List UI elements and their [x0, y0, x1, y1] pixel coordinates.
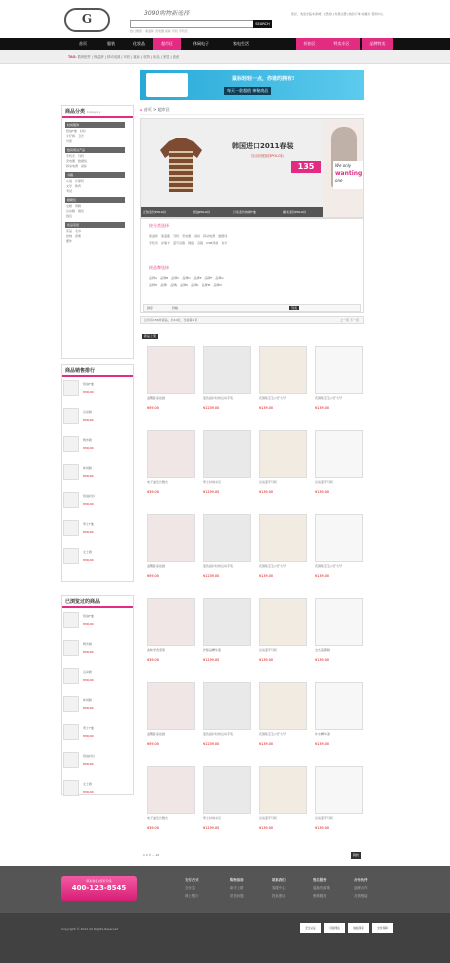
item-price: ¥39.00	[83, 558, 94, 562]
product-card[interactable]	[140, 682, 200, 762]
viewed-item[interactable]	[63, 694, 131, 720]
polo-shirt-image	[159, 137, 203, 195]
product-image[interactable]	[259, 682, 307, 730]
footer-col-title: 售后服务	[313, 878, 327, 882]
product-price: ¥1239.00	[203, 574, 220, 578]
product-card[interactable]	[196, 346, 256, 426]
tag-item[interactable]: 移动电源	[107, 55, 121, 59]
rank-item[interactable]	[63, 546, 131, 572]
product-price: ¥139.00	[259, 826, 274, 830]
product-name[interactable]: 蓝色指针时尚运动手表	[203, 396, 234, 400]
site-slogan: 3090购物新选择	[144, 10, 190, 17]
item-thumbnail	[63, 436, 79, 452]
item-price: ¥39.00	[83, 446, 94, 450]
product-card[interactable]	[308, 346, 368, 426]
product-image[interactable]	[203, 682, 251, 730]
view-button[interactable]: 列表	[290, 306, 297, 310]
promo-tab[interactable]: 日系条纹纯棉T恤	[233, 210, 256, 214]
viewed-item[interactable]	[63, 722, 131, 748]
item-thumbnail	[63, 492, 79, 508]
footer-link[interactable]: 支付宝	[185, 886, 196, 890]
copyright: Copyright © 2012 All Rights Reserved	[61, 927, 119, 931]
breadcrumb-home[interactable]: 首页	[143, 107, 152, 112]
category-group-title[interactable]: 时尚服饰	[65, 122, 125, 128]
item-name: 短袖T恤	[83, 614, 94, 618]
hotline-box[interactable]	[61, 876, 137, 901]
item-thumbnail	[63, 668, 79, 684]
trust-badges	[300, 923, 395, 933]
breadcrumb: ⌂ 首页 > 超市区	[140, 105, 364, 115]
nav-item[interactable]: 休闲电子	[193, 41, 209, 46]
pager-bottom	[140, 852, 364, 860]
sales-rank-title: 商品销售排行	[62, 365, 133, 377]
category-item[interactable]: 摆件	[66, 239, 73, 243]
product-card[interactable]	[196, 766, 256, 846]
category-item[interactable]: 移动电源 鼠标	[66, 164, 88, 168]
top-banner[interactable]	[140, 70, 364, 100]
banner-sub: 每天一款超值 神秘商品	[224, 87, 271, 95]
item-price: ¥39.00	[83, 678, 94, 682]
item-price: ¥39.00	[83, 650, 94, 654]
product-price: ¥39.00	[147, 658, 159, 662]
product-card[interactable]	[140, 430, 200, 510]
footer-col-title: 购物指南	[230, 878, 244, 882]
product-name[interactable]: 补水精华液	[315, 732, 331, 736]
viewed-item[interactable]	[63, 666, 131, 692]
category-item[interactable]: 牛仔裤 卫衣	[66, 134, 85, 138]
item-price: ¥39.00	[83, 502, 94, 506]
hot-keywords[interactable]: 热门搜索：保温杯 充电器 鼠标 耳机 手机壳	[130, 29, 188, 33]
item-price: ¥39.00	[83, 530, 94, 534]
trust-badge[interactable]: 可信网站	[324, 923, 345, 933]
product-price: ¥139.00	[259, 658, 274, 662]
item-name: 休闲鞋	[83, 466, 93, 470]
product-name[interactable]: 美味零食坚果	[147, 648, 166, 652]
product-card[interactable]	[140, 346, 200, 426]
item-thumbnail	[63, 380, 79, 396]
product-name[interactable]: 运动蓝牙耳机	[259, 480, 278, 484]
product-image[interactable]	[259, 598, 307, 646]
product-image[interactable]	[315, 682, 363, 730]
nav-item[interactable]: 化妆品	[133, 41, 145, 46]
product-card[interactable]	[252, 514, 312, 594]
product-image[interactable]	[259, 514, 307, 562]
product-card[interactable]	[196, 430, 256, 510]
product-name[interactable]: 电子血压计腕式	[147, 816, 169, 820]
product-image[interactable]	[147, 766, 195, 814]
product-image[interactable]	[203, 766, 251, 814]
promo-right	[323, 119, 364, 218]
item-thumbnail	[63, 724, 79, 740]
new-products-label: 新品上架	[143, 334, 156, 338]
item-name: 短袖衬衫	[83, 494, 96, 498]
filter-brand-list[interactable]: 品牌A 品牌B 品牌C 品牌D 品牌E 品牌F 品牌G 品牌H 品牌I 品牌J 品牌K 品牌L 品牌M 品牌N	[149, 276, 224, 287]
tag-item[interactable]: 床品	[153, 55, 160, 59]
product-card[interactable]	[308, 598, 368, 678]
category-item[interactable]: 充电器 数据线	[66, 159, 88, 163]
product-name[interactable]: 蓝色指针时尚运动手表	[203, 732, 234, 736]
page-numbers[interactable]: 1 2 3 ... 10	[143, 853, 160, 857]
product-price: ¥139.00	[259, 406, 274, 410]
main-nav	[0, 38, 450, 50]
product-image[interactable]	[147, 598, 195, 646]
rank-item[interactable]	[63, 378, 131, 404]
promo-headline: 韩国进口2011春装	[232, 142, 294, 150]
product-card[interactable]	[252, 346, 312, 426]
sort-bar	[143, 304, 361, 312]
viewed-title: 已浏览过的商品	[62, 596, 133, 608]
category-group-title[interactable]: 数码周边产品	[65, 147, 125, 153]
category-item[interactable]: 文学 教育	[66, 184, 82, 188]
footer-link[interactable]: 网上银行	[185, 894, 199, 898]
item-name: 运动鞋	[83, 670, 93, 674]
pager-summary: 总共有156件商品，共10页，当前第1页	[144, 318, 198, 322]
breadcrumb-current: 超市区	[157, 107, 170, 112]
trust-badge[interactable]: 诚信商家	[348, 923, 369, 933]
product-card[interactable]	[140, 598, 200, 678]
product-image[interactable]	[203, 598, 251, 646]
product-image[interactable]	[147, 514, 195, 562]
category-group-title[interactable]: 书籍	[65, 172, 125, 178]
product-name[interactable]: 温馨卧室挂画	[147, 396, 166, 400]
product-price: ¥39.00	[147, 826, 159, 830]
banner-image	[146, 73, 188, 97]
pager-top	[140, 316, 364, 324]
viewed-item[interactable]	[63, 610, 131, 636]
item-price: ¥39.00	[83, 762, 94, 766]
product-image[interactable]	[315, 514, 363, 562]
sort-label: 排序	[147, 306, 154, 310]
item-name: 休闲鞋	[83, 698, 93, 702]
product-card[interactable]	[308, 514, 368, 594]
filter-panel	[140, 218, 364, 313]
trust-badge[interactable]: 支付保障	[372, 923, 393, 933]
product-price: ¥139.00	[259, 574, 274, 578]
product-card[interactable]	[140, 514, 200, 594]
category-box	[61, 105, 134, 359]
tag-item[interactable]: 保温杯	[94, 55, 104, 59]
product-image[interactable]	[315, 598, 363, 646]
product-name[interactable]: 温馨卧室挂画	[147, 732, 166, 736]
footer-link[interactable]: 维修服务	[313, 894, 327, 898]
category-group-title[interactable]: 鞋靴包	[65, 197, 125, 203]
rank-item[interactable]	[63, 490, 131, 516]
promo-tab[interactable]: 正装条纹POLO衫	[143, 210, 167, 214]
product-name[interactable]: 护肤品精华液	[203, 648, 222, 652]
item-name: 男士T恤	[83, 726, 94, 730]
search-input[interactable]	[130, 20, 270, 28]
category-item[interactable]: 床品 毛巾	[66, 229, 82, 233]
footer-link[interactable]: 友情链接	[354, 894, 368, 898]
item-name: 女士鞋	[83, 782, 93, 786]
tag-item[interactable]: 创意	[172, 55, 180, 59]
item-price: ¥39.00	[83, 790, 94, 794]
product-image[interactable]	[147, 346, 195, 394]
nav-item[interactable]: 首页	[79, 41, 87, 46]
hotline-number: 400-123-8545	[71, 884, 127, 892]
product-card[interactable]	[308, 682, 368, 762]
filter-category-title: 按分类选择	[149, 223, 169, 228]
category-item[interactable]: 运动鞋 箱包	[66, 209, 85, 213]
jump-button[interactable]: 跳转	[352, 853, 359, 857]
item-thumbnail	[63, 548, 79, 564]
product-name[interactable]: 蓝色指针时尚运动手表	[203, 564, 234, 568]
footer-link[interactable]: 退换货政策	[313, 886, 330, 890]
product-price: ¥39.00	[147, 490, 159, 494]
category-item[interactable]: 短袖T恤 衬衫	[66, 129, 86, 133]
product-image[interactable]	[259, 346, 307, 394]
item-price: ¥39.00	[83, 734, 94, 738]
item-thumbnail	[63, 612, 79, 628]
product-price: ¥139.00	[259, 490, 274, 494]
promo-banner[interactable]	[140, 118, 364, 218]
nav-item[interactable]: 家电生活	[233, 41, 249, 46]
item-name: 运动鞋	[83, 410, 93, 414]
promo-sub: 自由纹理加持POLO衫	[251, 154, 284, 158]
product-price: ¥59.00	[147, 742, 159, 746]
item-name: 帆布鞋	[83, 642, 93, 646]
search-button[interactable]: SEARCH	[253, 20, 272, 28]
category-item[interactable]: 钱包	[66, 214, 73, 218]
product-card[interactable]	[252, 598, 312, 678]
product-name[interactable]: 花园熊宝宝公仔大号	[259, 732, 287, 736]
product-name[interactable]: 运动蓝牙耳机	[259, 648, 278, 652]
product-image[interactable]	[147, 430, 195, 478]
sub-nav: TAG: 数码配件 | 保温杯 | 移动电源 | 耳机 | 鼠标 | 收纳 | 床品 | 家居 | 创意	[0, 50, 450, 64]
product-price: ¥139.00	[315, 406, 330, 410]
product-image[interactable]	[315, 430, 363, 478]
promo-right-text-3: one	[335, 178, 343, 183]
product-price: ¥139.00	[315, 742, 330, 746]
product-price: ¥1239.00	[203, 742, 220, 746]
item-name: 帆布鞋	[83, 438, 93, 442]
product-image[interactable]	[259, 766, 307, 814]
tag-item[interactable]: 数码配件	[77, 55, 91, 59]
item-thumbnail	[63, 408, 79, 424]
pager-buttons[interactable]: 上一页 下一页	[340, 318, 359, 322]
promo-tab[interactable]: 魔术条纹POLO衫	[283, 210, 307, 214]
product-image[interactable]	[315, 766, 363, 814]
product-name[interactable]: 运动蓝牙耳机	[315, 480, 334, 484]
product-card[interactable]	[308, 766, 368, 846]
item-price: ¥39.00	[83, 474, 94, 478]
product-name[interactable]: 电子血压计腕式	[147, 480, 169, 484]
product-name[interactable]: 运动蓝牙耳机	[259, 816, 278, 820]
category-item[interactable]: 小说 计算机	[66, 179, 85, 183]
product-card[interactable]	[196, 514, 256, 594]
item-name: 短袖衬衫	[83, 754, 96, 758]
product-name[interactable]: 花园熊宝宝公仔大号	[315, 564, 343, 568]
promo-tab[interactable]: 短袖POLO衫	[193, 210, 211, 214]
footer-link[interactable]: 新手上路	[230, 886, 244, 890]
footer-link[interactable]: 常见问题	[230, 894, 244, 898]
trust-badge[interactable]: 安全认证	[300, 923, 321, 933]
product-card[interactable]	[252, 430, 312, 510]
sort-option[interactable]: 价格	[171, 306, 178, 310]
item-price: ¥39.00	[83, 390, 94, 394]
product-card[interactable]	[252, 682, 312, 762]
banner-title: 鼠标轻轻一点，你谁的拥有!	[232, 76, 295, 82]
product-price: ¥139.00	[259, 742, 274, 746]
footer-col-title: 支付方式	[185, 878, 199, 882]
product-card[interactable]	[196, 598, 256, 678]
item-thumbnail	[63, 464, 79, 480]
nav-item-active[interactable]: 超市区	[153, 38, 181, 50]
footer-col-title: 合作伙伴	[354, 878, 368, 882]
rank-item[interactable]	[63, 406, 131, 432]
footer-link[interactable]: 品牌合作	[354, 886, 368, 890]
product-name[interactable]: 花园熊宝宝公仔大号	[259, 396, 287, 400]
product-image[interactable]	[259, 430, 307, 478]
item-price: ¥39.00	[83, 706, 94, 710]
item-name: 男士T恤	[83, 522, 94, 526]
viewed-item[interactable]	[63, 750, 131, 776]
category-item[interactable]: 外套	[66, 139, 73, 143]
category-item[interactable]: 手机壳 耳机	[66, 154, 85, 158]
rank-item[interactable]	[63, 434, 131, 460]
item-name: 女士鞋	[83, 550, 93, 554]
product-image[interactable]	[147, 682, 195, 730]
footer-col-title: 联系我们	[272, 878, 286, 882]
product-price: ¥139.00	[315, 658, 330, 662]
category-item[interactable]: 女鞋 男鞋	[66, 204, 82, 208]
product-name[interactable]: 花园熊宝宝公仔大号	[259, 564, 287, 568]
product-image[interactable]	[203, 346, 251, 394]
footer-bottom	[0, 913, 450, 963]
tag-item[interactable]: 鼠标	[133, 55, 140, 59]
product-name[interactable]: 花园熊宝宝公仔大号	[315, 396, 343, 400]
product-price: ¥139.00	[315, 826, 330, 830]
filter-category-list[interactable]: 保温杯 保温瓶 耳机 充电器 鼠标 移动电源 数据线 手机壳 存储卡 蓝牙音箱 键盘 音箱 USB风扇 台灯	[149, 234, 228, 245]
product-price: ¥1239.00	[203, 406, 220, 410]
viewed-item[interactable]	[63, 778, 131, 804]
product-price: ¥1239.00	[203, 658, 220, 662]
tag-item[interactable]: 家居	[162, 55, 170, 59]
product-price: ¥1239.00	[203, 826, 220, 830]
viewed-item[interactable]	[63, 638, 131, 664]
rank-item[interactable]	[63, 518, 131, 544]
top-links[interactable]: 您好，欢迎光临本商城！[登录] [免费注册] 我的订单 收藏夹 帮助中心	[291, 12, 384, 16]
nav-item-pink[interactable]: 特卖专区	[323, 38, 360, 50]
product-name[interactable]: 运动蓝牙耳机	[315, 816, 334, 820]
product-price: ¥1239.00	[203, 490, 220, 494]
product-price: ¥59.00	[147, 574, 159, 578]
product-card[interactable]	[140, 766, 200, 846]
product-card[interactable]	[196, 682, 256, 762]
promo-right-text-1: We only	[335, 163, 352, 168]
product-price: ¥59.00	[147, 406, 159, 410]
product-name[interactable]: 女式高跟鞋	[315, 648, 331, 652]
category-group-title[interactable]: 优品家居	[65, 222, 125, 228]
product-price: ¥139.00	[315, 574, 330, 578]
product-image[interactable]	[203, 514, 251, 562]
item-thumbnail	[63, 696, 79, 712]
category-item[interactable]: 考试	[66, 189, 73, 193]
promo-price: 135	[291, 161, 321, 173]
nav-item[interactable]: 服装	[107, 41, 115, 46]
item-thumbnail	[63, 640, 79, 656]
home-icon[interactable]: ⌂	[140, 107, 143, 112]
site-logo[interactable]: G	[64, 8, 110, 32]
tag-item[interactable]: 耳机	[123, 55, 131, 59]
item-price: ¥39.00	[83, 418, 94, 422]
rank-item[interactable]	[63, 462, 131, 488]
tag-item[interactable]: 收纳	[143, 55, 150, 59]
product-name[interactable]: 男士时尚夹克	[203, 816, 222, 820]
hotline-title: 联系我们/投诉专线	[86, 879, 112, 883]
item-thumbnail	[63, 780, 79, 796]
nav-item-pink[interactable]: 折扣区	[296, 38, 323, 50]
footer-link[interactable]: 投诉建议	[272, 894, 286, 898]
promo-tabs	[141, 207, 323, 218]
product-image[interactable]	[203, 430, 251, 478]
product-name[interactable]: 男士时尚夹克	[203, 480, 222, 484]
item-thumbnail	[63, 520, 79, 536]
tag-label: TAG:	[68, 55, 77, 59]
filter-brand-title: 按品牌选择	[149, 265, 169, 270]
promo-right-text-2: wanting	[335, 170, 363, 177]
item-price: ¥39.00	[83, 622, 94, 626]
item-thumbnail	[63, 752, 79, 768]
category-item[interactable]: 收纳 香薰	[66, 234, 82, 238]
footer-link[interactable]: 客服中心	[272, 886, 286, 890]
product-image[interactable]	[315, 346, 363, 394]
product-price: ¥139.00	[315, 490, 330, 494]
product-card[interactable]	[308, 430, 368, 510]
product-name[interactable]: 温馨卧室挂画	[147, 564, 166, 568]
product-card[interactable]	[252, 766, 312, 846]
category-title: 商品分类 Category	[62, 106, 133, 118]
nav-item-pink[interactable]: 品牌特卖	[362, 38, 393, 50]
item-name: 短袖T恤	[83, 382, 94, 386]
